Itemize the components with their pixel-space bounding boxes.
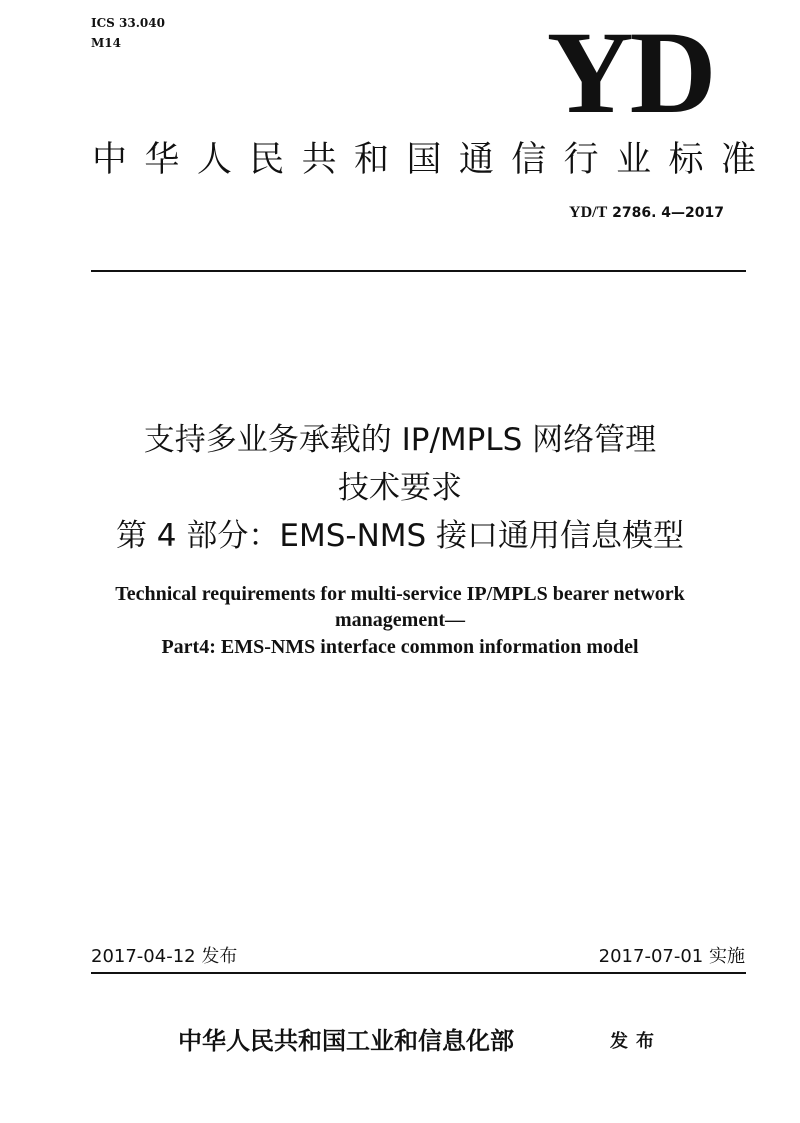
standard-number-value: 2786. 4—2017 (612, 205, 724, 221)
header-divider (91, 270, 746, 272)
standard-name-char: 行 (563, 140, 599, 180)
issue-date: 2017-04-12 发布 (91, 946, 238, 967)
standard-name-char: 共 (301, 140, 337, 180)
issuing-authority-suffix: 发布 (610, 1031, 662, 1052)
standard-name-char: 信 (511, 140, 547, 180)
standard-name-char: 准 (720, 140, 756, 180)
standard-category-title (92, 135, 756, 185)
chinese-title-line-1: 支持多业务承载的 IP/MPLS 网络管理 (143, 422, 657, 458)
standard-name-char: 中 (92, 140, 128, 180)
yd-logo: YD (546, 7, 712, 138)
chinese-title-line-3: 第 4 部分：EMS-NMS 接口通用信息模型 (115, 518, 685, 554)
english-title-line-3: Part4: EMS-NMS interface common information model (161, 636, 639, 658)
standard-name-char: 业 (616, 140, 652, 180)
standard-number (569, 198, 724, 228)
ics-block (91, 13, 165, 53)
classification-code: M14 (91, 36, 121, 50)
standard-number-prefix: YD/T (569, 204, 608, 221)
standard-name-char: 人 (196, 140, 232, 180)
issuing-authority: 中华人民共和国工业和信息化部 (178, 1026, 514, 1055)
standard-name-char: 标 (668, 140, 704, 180)
implementation-date: 2017-07-01 实施 (598, 946, 745, 967)
footer-divider (91, 972, 746, 974)
standard-name-char: 国 (406, 140, 442, 180)
english-title-line-1: Technical requirements for multi-service IP/MPLS bearer network (115, 583, 685, 605)
standard-name-char: 通 (458, 140, 494, 180)
english-title-line-2: management— (335, 609, 465, 631)
ics-code: ICS 33.040 (91, 16, 165, 30)
standard-name-char: 民 (249, 140, 285, 180)
standard-name-char: 华 (144, 140, 180, 180)
chinese-title-line-2: 技术要求 (338, 470, 462, 506)
standard-name-char: 和 (354, 140, 390, 180)
